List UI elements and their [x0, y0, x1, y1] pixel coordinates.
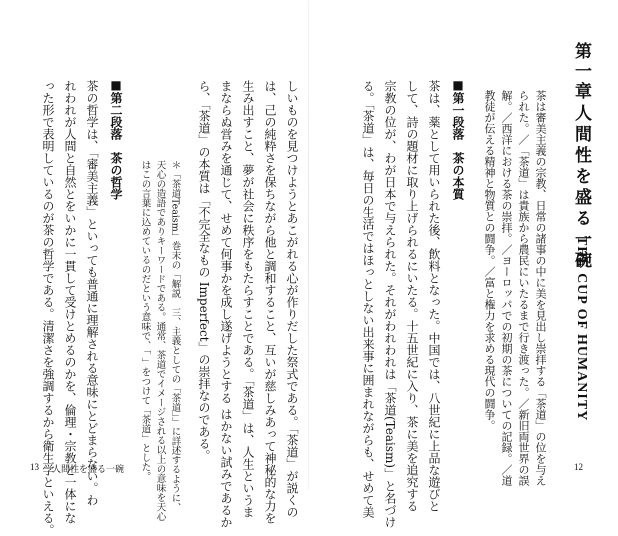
running-head: 人間性を盛る一碗 [52, 465, 125, 475]
body-line: った形で表明しているのが茶の哲学である。清潔さを強調するから衛生学といえる。 [41, 80, 55, 536]
chapter-number: 第一章 [571, 42, 591, 102]
body-line: 茶は、薬として用いられた後、飲料となった。中国では、八世紀に上品な遊びと [427, 80, 441, 512]
footnote-line: はこの言葉に込めているのだという意味で、「 」をつけて「茶道」とした。 [139, 160, 151, 482]
page-number-right: 12 [574, 462, 583, 472]
body-line: 茶の哲学は、「審美主義」といっても普通に理解される意味にとどまらない。わ [85, 80, 99, 506]
chapter-summary-line: 茶は審美主義の宗教、日常の諸事の中に美を見出し崇拝する「茶道」の位を与え [534, 90, 547, 486]
chapter-title: 人間性を盛る一碗 [571, 104, 591, 272]
body-line: 宗教の位が、わが日本で与えられた。それがわれわれは「茶道(Teaism)」と名づけ [383, 80, 397, 529]
body-line: ら、「茶道」の本質は「不完全なもの Imperfect」の崇拝なのである。 [197, 80, 211, 462]
chapter-summary-line: 教徒が伝える精神と物質との闘争。／富と権力を求める現代の闘争。 [483, 90, 496, 431]
page-gutter [308, 0, 309, 490]
footnote-line: 天心の造語でありキーワードである。通常、茶道でイメージされる以上の意味を天心 [154, 160, 166, 521]
body-line: まならぬ営みを通じて、せめて何事かを成し遂げようとする はかない試みであるか [219, 80, 233, 528]
chapter-title-en: THE CUP OF HUMANITY [574, 236, 589, 422]
section-heading: ■第一段落 茶の本質 [451, 78, 465, 200]
chapter-summary-line: 解。／西洋における茶の崇拝。／ヨーロッパでの初期の茶についての記録。／道 [500, 90, 513, 486]
page-number-left: 13 [30, 462, 39, 472]
body-line: は、己の純粋さを保ちながら他と調和すること、互いが慈しみあって神秘的な力を [263, 80, 277, 524]
section-heading: ■第二段落 茶の哲学 [109, 78, 123, 200]
body-line: しいものを見つけようとあこがれる心が作りだした祭式である。「茶道」が説くの [285, 80, 299, 518]
chapter-summary-line: られた。／「茶道」は貴族から農民にいたるまで行き渡った。／新旧両世界の誤 [517, 90, 530, 486]
body-line: 生み出すこと、夢が社会に秩序をもたらすことである。「茶道」は、人生というま [241, 80, 255, 518]
body-line: して、詩の題材に取り上げられるにいたる。十五世紀に入り、茶に美を追究する [405, 80, 419, 512]
body-line: る。「茶道」は、毎日の生活ではほっとしない出来事に囲まれながらも、せめて美 [361, 80, 375, 518]
footnote-line: ＊「茶道Teaism」巻末の「解説 三、主義としての「茶道」」に詳述するように、 [169, 160, 181, 513]
body-line: れわれが人間と自然とをいかに一貫して受けとめるのかを、倫理・宗教と一体にな [63, 80, 77, 524]
